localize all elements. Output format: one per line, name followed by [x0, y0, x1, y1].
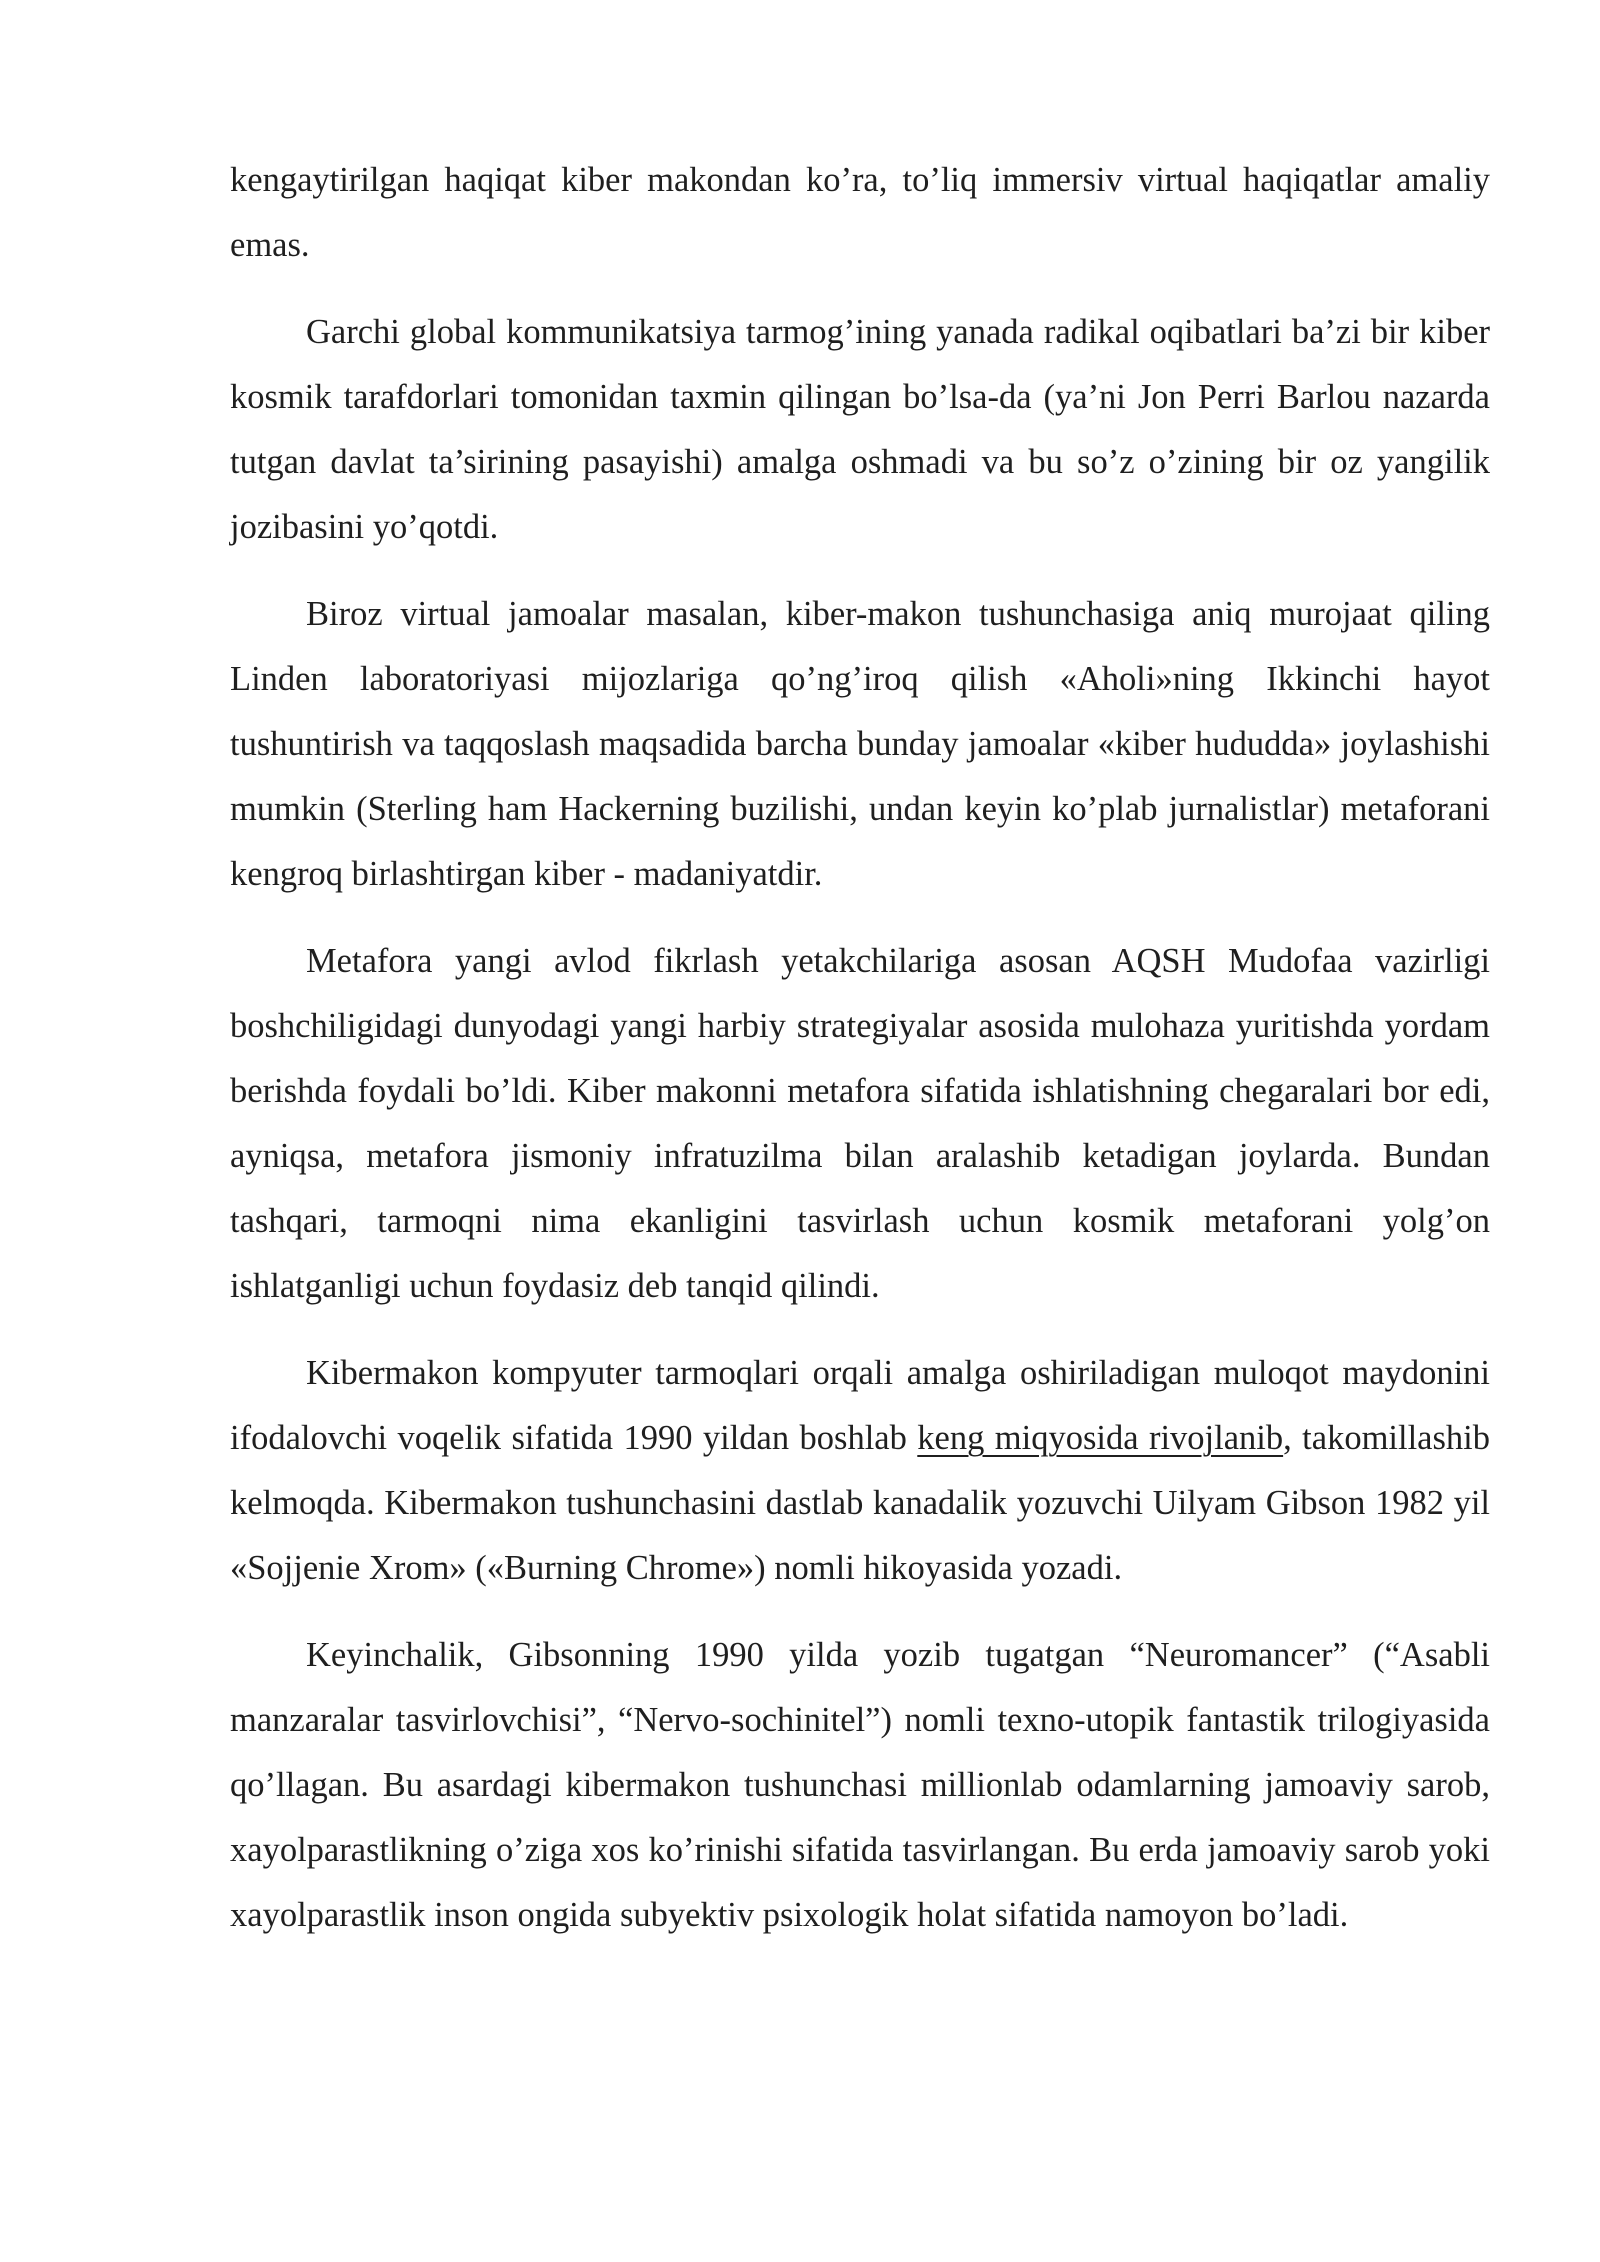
paragraph-5-text-after: , takomillashib kelmoqda. Kibermakon tushunchasini dastlab kanadalik yozuvchi Uilyam Gibson 1982 yil «Sojjenie Xrom» («Burning Chrome») nomli hikoyasida yozadi. [230, 1419, 1490, 1587]
paragraph-6: Keyinchalik, Gibsonning 1990 yilda yozib tugatgan “Neuromancer” (“Asabli manzaralar tasvirlovchisi”, “Nervo-sochinitel”) nomli texno-utopik fantastik trilogiyasida qo’llagan. Bu asardagi kibermakon tushunchasi millionlab odamlarning jamoaviy sarob, xayolparastlikning o’ziga xos ko’rinishi sifatida tasvirlangan. Bu erda jamoaviy sarob yoki xayolparastlik inson ongida subyektiv psixologik holat sifatida namoyon bo’ladi. [230, 1636, 1490, 1934]
paragraph-4: Metafora yangi avlod fikrlash yetakchilariga asosan AQSH Mudofaa vazirligi boshchiligidagi dunyodagi yangi harbiy strategiyalar asosida mulohaza yuritishda yordam berishda foydali bo’ldi. Kiber makonni metafora sifatida ishlatishning chegaralari bor edi, ayniqsa, metafora jismoniy infratuzilma bilan aralashib ketadigan joylarda. Bundan tashqari, tarmoqni nima ekanligini tasvirlash uchun kosmik metaforani yolg’on ishlatganligi uchun foydasiz deb tanqid qilindi. [230, 942, 1490, 1305]
hyperlink-keng-miqyosida-rivojlanib[interactable]: keng miqyosida rivojlanib [917, 1419, 1284, 1457]
document-page [230, 148, 1490, 1970]
paragraph-1: kengaytirilgan haqiqat kiber makondan ko’ra, to’liq immersiv virtual haqiqatlar amaliy emas. [230, 161, 1490, 264]
paragraph-5-text-before: Kibermakon kompyuter tarmoqlari orqali amalga oshiriladigan muloqot maydonini ifodalovchi voqelik sifatida 1990 yildan boshlab [230, 1354, 1490, 1457]
paragraph-3: Biroz virtual jamoalar masalan, kiber-makon tushunchasiga aniq murojaat qiling Linden laboratoriyasi mijozlariga qo’ng’iroq qilish «Aholi»ning Ikkinchi hayot tushuntirish va taqqoslash maqsadida barcha bunday jamoalar «kiber hududda» joylashishi mumkin (Sterling ham Hackerning buzilishi, undan keyin ko’plab jurnalistlar) metaforani kengroq birlashtirgan kiber - madaniyatdir. [230, 595, 1490, 893]
paragraph-2: Garchi global kommunikatsiya tarmog’ining yanada radikal oqibatlari ba’zi bir kiber kosmik tarafdorlari tomonidan taxmin qilingan bo’lsa-da (ya’ni Jon Perri Barlou nazarda tutgan davlat ta’sirining pasayishi) amalga oshmadi va bu so’z o’zining bir oz yangilik jozibasini yo’qotdi. [230, 313, 1490, 546]
paragraph-5 [230, 1341, 1490, 1601]
